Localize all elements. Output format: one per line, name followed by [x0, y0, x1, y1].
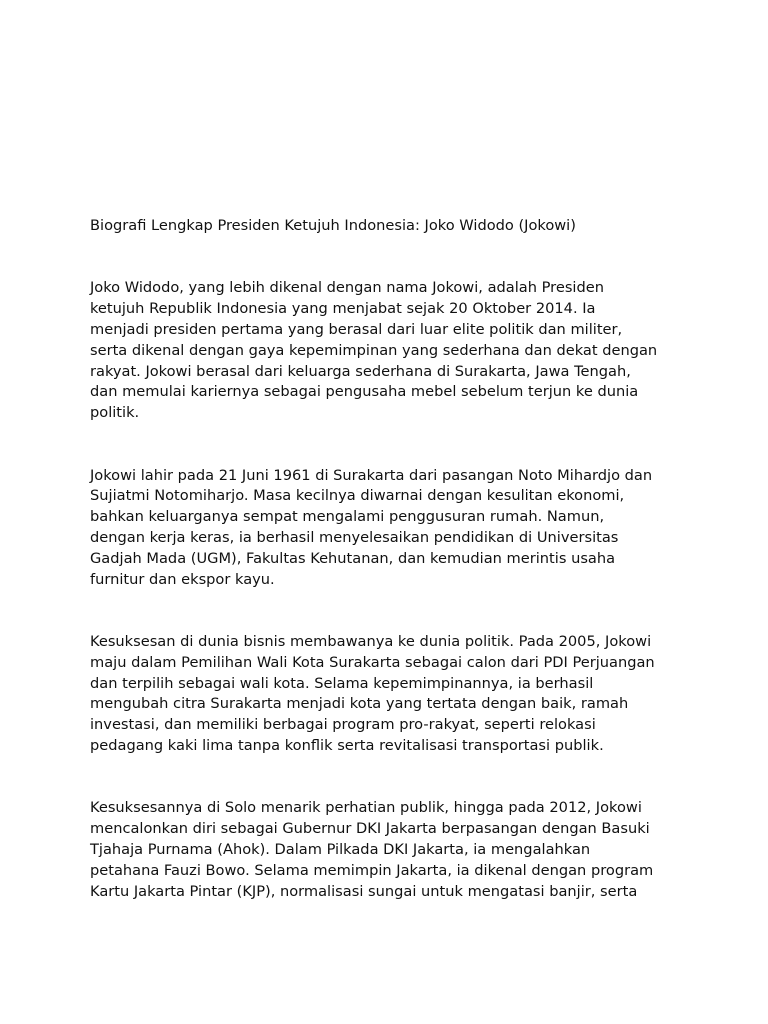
paragraph-line: Kesuksesan di dunia bisnis membawanya ke dunia politik. Pada 2005, Jokowi [90, 632, 652, 650]
paragraph-line: mencalonkan diri sebagai Gubernur DKI Jakarta berpasangan dengan Basuki [90, 820, 650, 838]
paragraph-line: bahkan keluarganya sempat mengalami penggusuran rumah. Namun, [90, 508, 605, 526]
paragraph-line: Sujiatmi Notomiharjo. Masa kecilnya diwarnai dengan kesulitan ekonomi, [90, 487, 625, 505]
document-body [90, 216, 690, 944]
paragraph-line: mengubah citra Surakarta menjadi kota yang tertata dengan baik, ramah [90, 695, 629, 713]
paragraph-line: dengan kerja keras, ia berhasil menyelesaikan pendidikan di Universitas [90, 528, 619, 546]
paragraph-line: pedagang kaki lima tanpa konflik serta revitalisasi transportasi publik. [90, 736, 604, 754]
paragraph-line: serta dikenal dengan gaya kepemimpinan yang sederhana dan dekat dengan [90, 341, 658, 359]
paragraph-line: furnitur dan ekspor kayu. [90, 570, 275, 588]
paragraph-1 [90, 278, 690, 424]
paragraph-line: dan memulai kariernya sebagai pengusaha mebel sebelum terjun ke dunia [90, 383, 639, 401]
paragraph-line: Kesuksesannya di Solo menarik perhatian publik, hingga pada 2012, Jokowi [90, 799, 642, 817]
paragraph-line: rakyat. Jokowi berasal dari keluarga sederhana di Surakarta, Jawa Tengah, [90, 362, 631, 380]
paragraph-line: petahana Fauzi Bowo. Selama memimpin Jakarta, ia dikenal dengan program [90, 861, 654, 879]
paragraph-3 [90, 632, 690, 757]
paragraph-line: dan terpilih sebagai wali kota. Selama kepemimpinannya, ia berhasil [90, 674, 594, 692]
paragraph-4 [90, 798, 690, 902]
paragraph-line: maju dalam Pemilihan Wali Kota Surakarta sebagai calon dari PDI Perjuangan [90, 653, 655, 671]
paragraph-line: politik. [90, 404, 140, 422]
paragraph-2 [90, 466, 690, 591]
paragraph-line: ketujuh Republik Indonesia yang menjabat sejak 20 Oktober 2014. Ia [90, 300, 596, 318]
paragraph-line: Kartu Jakarta Pintar (KJP), normalisasi sungai untuk mengatasi banjir, serta [90, 882, 638, 900]
paragraph-line: investasi, dan memiliki berbagai program pro-rakyat, seperti relokasi [90, 716, 596, 734]
paragraph-line: Jokowi lahir pada 21 Juni 1961 di Surakarta dari pasangan Noto Mihardjo dan [90, 466, 653, 484]
paragraph-line: Gadjah Mada (UGM), Fakultas Kehutanan, dan kemudian merintis usaha [90, 549, 616, 567]
paragraph-list [90, 278, 690, 902]
paragraph-line: Tjahaja Purnama (Ahok). Dalam Pilkada DKI Jakarta, ia mengalahkan [90, 840, 591, 858]
paragraph-line: Joko Widodo, yang lebih dikenal dengan nama Jokowi, adalah Presiden [90, 279, 604, 297]
document-title: Biografi Lengkap Presiden Ketujuh Indonesia: Joko Widodo (Jokowi) [90, 217, 576, 234]
paragraph-line: menjadi presiden pertama yang berasal dari luar elite politik dan militer, [90, 320, 623, 338]
